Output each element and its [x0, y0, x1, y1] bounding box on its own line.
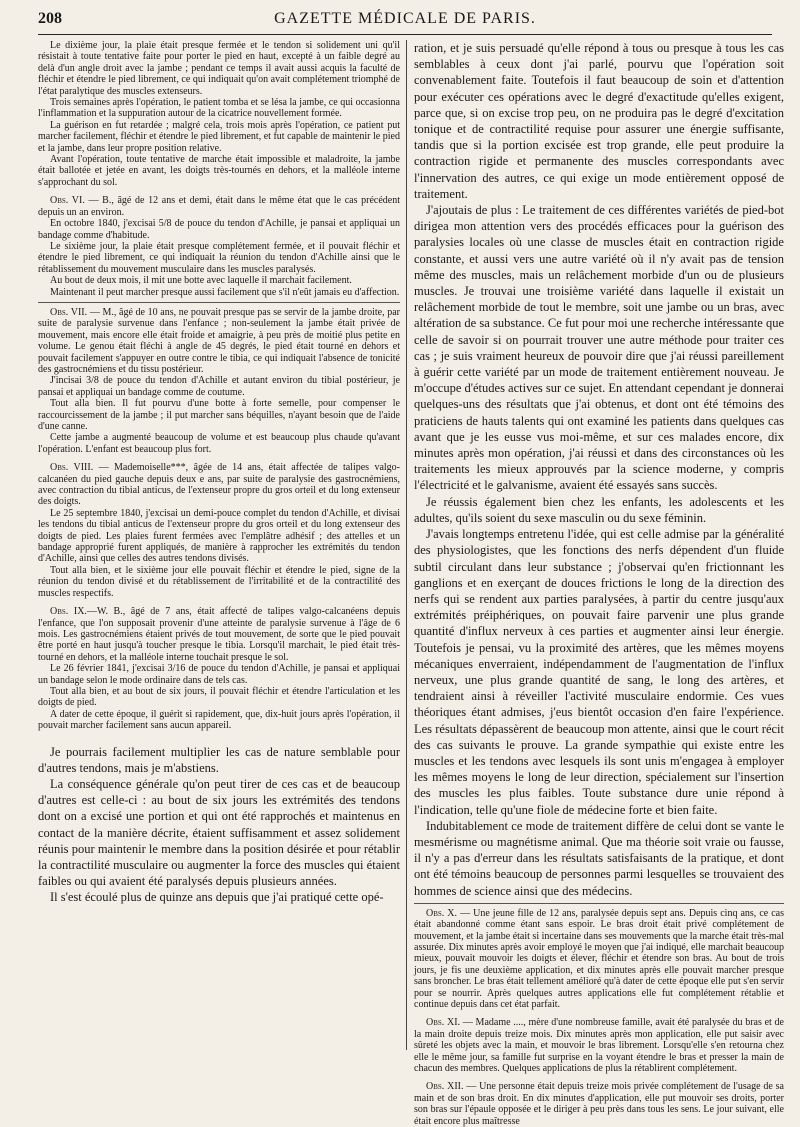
paragraph: Il s'est écoulé plus de quinze ans depuis que j'ai pratiqué cette opé- — [50, 890, 384, 905]
paragraph: Le dixième jour, la plaie était presque fermée et le tendon si solidement uni qu'il résistait à toute tentative faite pour porter le pied en haut, excepté à un faible degré au delà d'un angle droit avec la jambe ; pendant ce temps il avait aussi acquis la faculté de fléchir et étendre le pied librement, ce qui indiquait qu'on avait complétement triomphé de l'état paralytique des muscles extenseurs. — [38, 40, 400, 97]
paragraph: A dater de cette époque, il guérit si rapidement, que, dix-huit jours après l'opération, il pouvait marcher facilement sans aucun appareil. — [38, 708, 400, 732]
observation-label: Obs. VI. — [50, 195, 85, 207]
observation-label: Obs. XII. — [426, 1081, 464, 1093]
observation-label: Obs. IX. — [50, 606, 87, 618]
observation-label: Obs. XI. — [426, 1017, 461, 1029]
paragraph: La conséquence générale qu'on peut tirer de ces cas et de beaucoup d'autres est celle-ci : au bout de six jours les extrémités des tendons dont on a excisé une portion et qui ont été rapprochés et maintenus en contact de la manière décrite, étaient suffisamment et assez solidement réunis pour maintenir le membre dans la position désirée et pour rétablir la contractilité musculaire ou augmenter la force des muscles qui étaient faibles ou qui avaient été paralysés depuis plusieurs années. — [38, 776, 400, 889]
section-rule — [414, 903, 784, 904]
observation-text: — Mademoiselle***, âgée de 14 ans, était affectée de talipes valgo-calcanéen du pied gauche depuis deux e ans, par suite de paralysie des gastrocnémiens, avec contraction du tibial anticus, de l'extenseur propre du gros orteil et du long extenseur des doigts. — [38, 462, 400, 508]
observation-text: — Madame ...., mère d'une nombreuse famille, avait été paralysée du bras et de la main droite depuis treize mois. Dix minutes après mon application, elle put saisir avec sûreté les objets avec la main, et mouvoir le bras librement. Lorsqu'elle s'en retourna chez elle le même jour, sa famille fut surprise en la voyant étendre le bras et presser la main de chacun des membres. Quelques applications de plus la rétablirent complétement. — [414, 1017, 784, 1075]
observation-label: Obs. X. — [426, 907, 458, 919]
paragraph: La guérison en fut retardée ; malgré cela, trois mois après l'opération, ce patient put marcher facilement, fléchir et étendre le pied librement, et fut capable de maintenir le pied et la jambe, dans leur propre position relative. — [38, 119, 400, 154]
observation-7 — [38, 307, 400, 375]
observation-12 — [414, 1081, 784, 1127]
observation-6 — [38, 195, 400, 218]
paragraph: Tout alla bien. Il fut pourvu d'une botte à forte semelle, pour compenser le raccourcissement de la jambe ; il put marcher sans béquilles, n'ayant besoin que de l'aide d'une canne. — [38, 398, 400, 432]
observation-label: Obs. VIII. — [50, 462, 94, 474]
observation-8 — [38, 462, 400, 508]
paragraph: Indubitablement ce mode de traitement diffère de celui dont se vante le mesmérisme ou magnétisme animal. Que ma théorie soit vraie ou fausse, il n'y a pas d'erreur dans les résultats satisfaisants de la pratique, et dont ont été témoins beaucoup de personnes parmi lesquelles se trouvaient des hommes de science ainsi que des médecins. — [414, 818, 784, 898]
column-divider — [406, 40, 407, 1050]
section-rule — [38, 302, 400, 303]
paragraph: Je pourrais facilement multiplier les cas de nature semblable pour d'autres tendons, mais je m'abstiens. — [38, 744, 400, 775]
left-column — [38, 40, 400, 1055]
paragraph: Trois semaines après l'opération, le patient tomba et se lésa la jambe, ce qui occasionna l'inflammation et la suppuration autour de la cicatrice nouvellement formée. — [38, 97, 400, 120]
observation-text: — Une personne était depuis treize mois privée complétement de l'usage de sa main et de son bras droit. En dix minutes d'application, elle put mouvoir ses droits, porter son bras sur l'épaule opposée et le diriger à peu près dans tous les sens. Le jour suivant, elle était encore plus maîtresse — [414, 1081, 784, 1127]
paragraph: J'ajoutais de plus : Le traitement de ces différentes variétés de pied-bot dirigea mon attention vers des procédés efficaces pour la guérison des paralysies locales où une classe de muscles était en contraction rigide constante, et aussi vers une autre variété où il n'y avait pas de tension même des muscles, mais un relâchement morbide d'un ou de plusieurs muscles. Je trouvai une troisième variété dans laquelle il existait un relâchement morbide de tout le membre, soit une jambe ou un bras, avec altération de sa substance. Ce fut pour moi une recherche intéressante que celle de savoir si on pourrait trouver une autre méthode pour traiter ces cas ; je suis vraiment heureux de pouvoir dire que j'ai réussi pareillement à guérir cette variété par un mode de traitement entièrement nouveau. Je m'occupe d'études actives sur ce sujet. En attendant cependant je donnerai quelques-uns des résultats que j'ai obtenus, et dont ont été témoins des praticiens de hauts talents qui ont examiné les patients dans quelques cas avant que je les eusse vus moi-même, et sur ces malades encore, dix minutes après mon opération, j'ai réussi et dans des circonstances où les traitements les mieux approuvés par la science moderne, y compris l'électricité et le galvanisme, avaient été essayés sans succès. — [414, 203, 784, 493]
paragraph: Le 25 septembre 1840, j'excisai un demi-pouce complet du tendon d'Achille, et divisai les tendons du tibial anticus de l'extenseur propre du gros orteil et du long extenseur des doigts de pied. Les plaies furent fermées avec l'emplâtre adhésif ; des attelles et un bandage approprié furent appliqués, de manière à rapprocher les extrémités du tendon d'Achille, ainsi que celles des autres tendons divisés. — [38, 507, 400, 565]
right-column — [414, 40, 784, 1127]
observation-11 — [414, 1017, 784, 1074]
paragraph: Le 26 février 1841, j'excisai 3/16 de pouce du tendon d'Achille, je pansai et appliquai un bandage selon le mode ordinaire dans de tels cas. — [38, 663, 400, 686]
observation-10 — [414, 908, 784, 1011]
paragraph: J'avais longtemps entretenu l'idée, qui est celle admise par la généralité des physiologistes, que les fonctions des nerfs dépendent d'un fluide subtil circulant dans leur substance ; j'observai qu'en frictionnant les ganglions et en exerçant de douces frictions le long de la direction des nerfs qui se rendent aux parties paralysées, à partir du centre jusqu'aux extrémités préiphériques, on pouvait faire parvenir une plus grande quantité d'influx nerveux à ces parties et augmenter ainsi leur énergie. Toutefois je pensai, vu la proximité des artères, que les mêmes moyens mécaniques enverraient, indépendamment de l'augmentation de l'influx nerveux, une plus grande quantité de sang, le long des artères, et tendraient ainsi à réveiller l'activité musculaire endormie. Ces vues théoriques étant admises, j'eus bientôt occasion d'en faire l'expérience. Les résultats dépassèrent de beaucoup mon attente, ainsi que le court récit des cas suivants le prouve. La grande sympathie qui existe entre les muscles et les tendons avec lesquels ils sont unis m'engagea à employer les mêmes moyens le long de leur direction, spécialement sur l'insertion des muscles les plus faibles. Toute substance dure unie répond à l'indication, telle qu'une fiole de médecine forte et bien faite. — [414, 527, 784, 817]
observation-9 — [38, 606, 400, 663]
journal-title: GAZETTE MÉDICALE DE PARIS. — [274, 10, 536, 27]
observation-text: — Une jeune fille de 12 ans, paralysée depuis sept ans. Depuis cinq ans, ce cas était abandonné comme étant sans espoir. Le bras droit était privé complétement de mouvement, et la jambe était si incertaine dans ses mouvements que la marche était très-mal assurée. Dix minutes après avoir employé le moyen que j'ai indiqué, elle marchait beaucoup mieux, pouvait mouvoir les doigts et élever, fléchir et étendre son bras. Au bout de trois jours, je fis une deuxième application, et dix minutes après elle pouvait marcher presque sans broncher. Le bras était tellement amélioré qu'à dater de cette époque elle put s'en servir pour se nourrir. Après quelques autres applications elle fut complétement rétablie et continue depuis dans cet état parfait. — [414, 907, 784, 1011]
observation-text: — M., âgé de 10 ans, ne pouvait presque pas se servir de la jambe droite, par suite de paralysie survenue dans l'enfance ; non-seulement la jambe était privée de mouvement, mais encore elle était froide et amaigrie, à peu près de moitié plus petite en volume. Le genou était fléchi à angle de 45 degrés, le pied était tourné en dehors et pouvait facilement s'appuyer en outre contre le tibia, ce qui indiquait l'absence de tonicité des gastrocnémiens et du tissu postérieur. — [38, 306, 400, 375]
page-header — [38, 10, 772, 35]
paragraph: ration, et je suis persuadé qu'elle répond à tous ou presque à tous les cas semblables à ceux dont j'ai parlé, pourvu que l'opération soit convenablement faite. Toutefois il faut beaucoup de soin et d'attention pour exécuter ces opérations avec le degré d'exactitude qu'elles exigent, parce que, si on excise trop peu, on ne produira pas le degré d'excitation tonique et de contractilité requise pour assurer une énergie suffisante, tandis que si la portion excisée est trop grande, elle peut produire la contraction rigide et permanente des muscles correspondants avec l'innervation des autres, ce qui exige un mode entièrement opposé de traitement. — [414, 41, 784, 201]
paragraph: Maintenant il peut marcher presque aussi facilement que s'il n'eût jamais eu d'affection. — [50, 286, 400, 298]
paragraph: Je réussis également bien chez les enfants, les adolescents et les adultes, qu'ils soient du sexe masculin ou du sexe féminin. — [414, 494, 784, 525]
paragraph: Tout alla bien, et au bout de six jours, il pouvait fléchir et étendre l'articulation et les doigts de pied. — [38, 685, 400, 709]
paragraph: Au bout de deux mois, il mit une botte avec laquelle il marchait facilement. — [50, 275, 352, 287]
paragraph: En octobre 1840, j'excisai 5/8 de pouce du tendon d'Achille, je pansai et appliquai un bandage comme d'habitude. — [38, 218, 400, 241]
paragraph: Le sixième jour, la plaie était presque complétement fermée, et il pouvait fléchir et étendre le pied librement, ce qui indiquait la réunion du tendon d'Achille ainsi que le rétablissement du mouvement musculaire dans les muscles paralysés. — [38, 240, 400, 275]
observation-text: — B., âgé de 12 ans et demi, était dans le même état que le cas précédent depuis un an environ. — [38, 195, 400, 218]
paragraph: Avant l'opération, toute tentative de marche était impossible et maladroite, la jambe était ballotée et jetée en avant, les doigts très-tournés en dehors, et la malléole interne s'approchant du sol. — [38, 154, 400, 188]
paragraph: Tout alla bien, et le sixième jour elle pouvait fléchir et étendre le pied, signe de la réunion du tendon divisé et du rétablissement de l'irritabilité et de la contractilité des muscles respectifs. — [38, 564, 400, 599]
paragraph: J'incisai 3/8 de pouce du tendon d'Achille et autant environ du tibial postérieur, je pansai et appliquai un bandage comme de coutume. — [38, 375, 400, 398]
observation-text: —W. B., âgé de 7 ans, était affecté de talipes valgo-calcanéens depuis l'enfance, que l'on supposait provenir d'une atteinte de paralysie survenue à l'âge de 6 mois. Les gastrocnémiens étaient privés de tout mouvement, de sorte que le pied pouvait être porté en haut jusqu'à toucher presque le tibia. Lorsqu'il marchait, le pied était très-tourné en dehors, et la malléole interne touchait presque le sol. — [38, 606, 400, 663]
paragraph: Cette jambe a augmenté beaucoup de volume et est beaucoup plus chaude qu'avant l'opération. L'enfant est beaucoup plus fort. — [38, 432, 400, 455]
page-number: 208 — [38, 10, 62, 27]
observation-label: Obs. VII. — [50, 306, 88, 318]
